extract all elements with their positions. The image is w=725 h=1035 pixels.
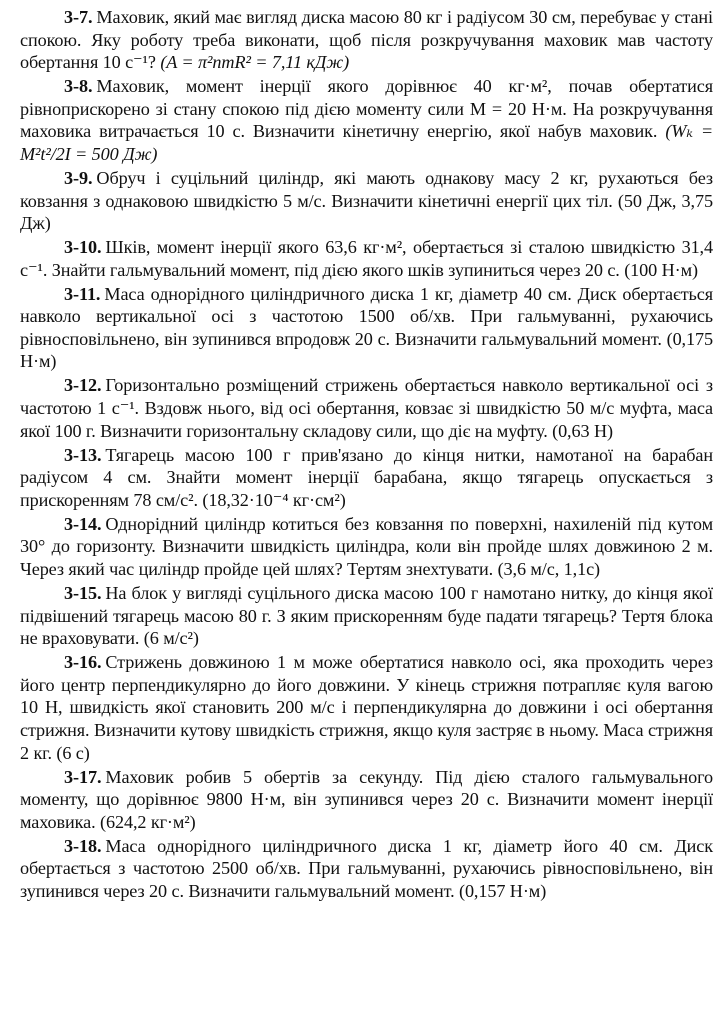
problem-answer: (6 с) (56, 742, 90, 763)
problem-item (20, 167, 713, 235)
problem-item (20, 75, 713, 165)
problem-number: 3-12. (64, 375, 102, 396)
problem-number: 3-11. (64, 283, 101, 304)
problem-answer: (0,63 Н) (552, 420, 613, 441)
problem-text: На блок у вигляді суцільного диска масою 100 г намотано нитку, до кінця якої підвішений тягарець масою 80 г. З яким прискоренням буде падати тягарець? Тертя блока не враховувати. (20, 582, 713, 649)
problem-answer: (3,6 м/с, 1,1с) (497, 558, 600, 579)
problem-number: 3-17. (64, 766, 102, 787)
problem-item (20, 835, 713, 903)
problem-item (20, 283, 713, 373)
problem-item (20, 6, 713, 74)
problem-number: 3-9. (64, 167, 93, 188)
problem-number: 3-8. (64, 76, 93, 97)
problem-answer: (100 Н·м) (624, 259, 698, 280)
problem-answer: (A = π²nmR² = 7,11 кДж) (160, 52, 350, 73)
problem-item (20, 236, 713, 281)
problem-text: Обруч і суцільний циліндр, які мають однакову масу 2 кг, рухаються без ковзання з однаковою швидкістю 5 м/с. Визначити кінетичні енергії цих тіл. (20, 167, 713, 211)
problem-number: 3-15. (64, 582, 102, 603)
problem-list (20, 6, 713, 902)
problem-item (20, 651, 713, 764)
problem-number: 3-10. (64, 237, 102, 258)
problem-item (20, 766, 713, 834)
problem-text: Горизонтально розміщений стрижень обертається навколо вертикальної осі з частотою 1 с⁻¹. Вздовж нього, від осі обертання, ковзає зі швидкістю 50 м/с муфта, маса якої 100 г. Визначити горизонтальну складову сили, що діє на муфту. (20, 375, 713, 441)
problem-answer: (18,32·10⁻⁴ кг·см²) (202, 489, 346, 510)
problem-answer: (6 м/с²) (143, 628, 199, 649)
problem-number: 3-14. (64, 513, 102, 534)
problem-text: Шків, момент інерції якого 63,6 кг·м², обертається зі сталою швидкістю 31,4 с⁻¹. Знайти гальмувальний момент, під дією якого шків зупиниться через 20 с. (20, 237, 713, 280)
problem-item (20, 582, 713, 650)
problem-text: Тягарець масою 100 г прив'язано до кінця нитки, намотаної на барабан радіусом 4 см. Знайти момент інерції барабана, якщо тягарець опускається з прискоренням 78 см/с². (20, 444, 713, 510)
problem-number: 3-7. (64, 7, 93, 27)
problem-text: Маховик робив 5 обертів за секунду. Під дією сталого гальмувального моменту, що дорівнює 9800 Н·м, він зупинився через 20 с. Визначити момент інерції маховика. (20, 766, 713, 832)
problem-number: 3-16. (64, 652, 102, 673)
problem-answer: (50 Дж, 3,75 Дж) (20, 190, 713, 234)
problem-text: Маса однорідного циліндричного диска 1 кг, діаметр його 40 см. Диск обертається з частотою 2500 об/хв. При гальмуванні, рухаючись рівносповільнено, він зупинився через 20 с. Визначити гальмувальний момент. (20, 835, 713, 901)
problem-number: 3-13. (64, 444, 102, 465)
problem-text: Маховик, який має вигляд диска масою 80 кг і радіусом 30 см, перебуває у стані спокою. Яку роботу треба виконати, щоб після розкручування маховик мав частоту обертання 10 с⁻¹? (20, 7, 713, 73)
problem-item (20, 513, 713, 581)
problem-text: Стрижень довжиною 1 м може обертатися навколо осі, яка проходить через його центр перпендикулярно до його довжини. У кінець стрижня потрапляє куля вагою 10 Н, швидкість якої становить 200 м/с і перпендикулярна до довжини і осі обертання стрижня. Визначити кутову швидкість стрижня, якщо куля застряє в ньому. Маса стрижня 2 кг. (20, 652, 713, 763)
problem-text: Маса однорідного циліндричного диска 1 кг, діаметр 40 см. Диск обертається навколо вертикальної осі з частотою 1500 об/хв. При гальмуванні, рухаючись рівносповільнено, він зупинився впродовж 20 с. Визначити гальмувальний момент. (20, 283, 713, 349)
problem-item (20, 374, 713, 442)
problem-item (20, 444, 713, 512)
problem-answer: (624,2 кг·м²) (100, 811, 196, 832)
problem-answer: (0,157 Н·м) (458, 880, 547, 901)
problem-text: Маховик, момент інерції якого дорівнює 40 кг·м², почав обертатися рівноприскорено зі стану спокою під дією моменту сили M = 20 Н·м. На розкручування маховика витрачається 10 с. Визначити кінетичну енергію, якої набув маховик. (20, 76, 713, 142)
problem-number: 3-18. (64, 835, 102, 856)
problem-answer: (0,175 Н·м) (20, 328, 713, 372)
problem-text: Однорідний циліндр котиться без ковзання по поверхні, нахиленій під кутом 30° до горизонту. Визначити швидкість циліндра, коли він пройде шлях довжиною 2 м. Через який час циліндр пройде цей шлях? Тертям знехтувати. (20, 513, 713, 579)
problem-answer: (Wₖ = M²t²/2I = 500 Дж) (20, 121, 714, 164)
